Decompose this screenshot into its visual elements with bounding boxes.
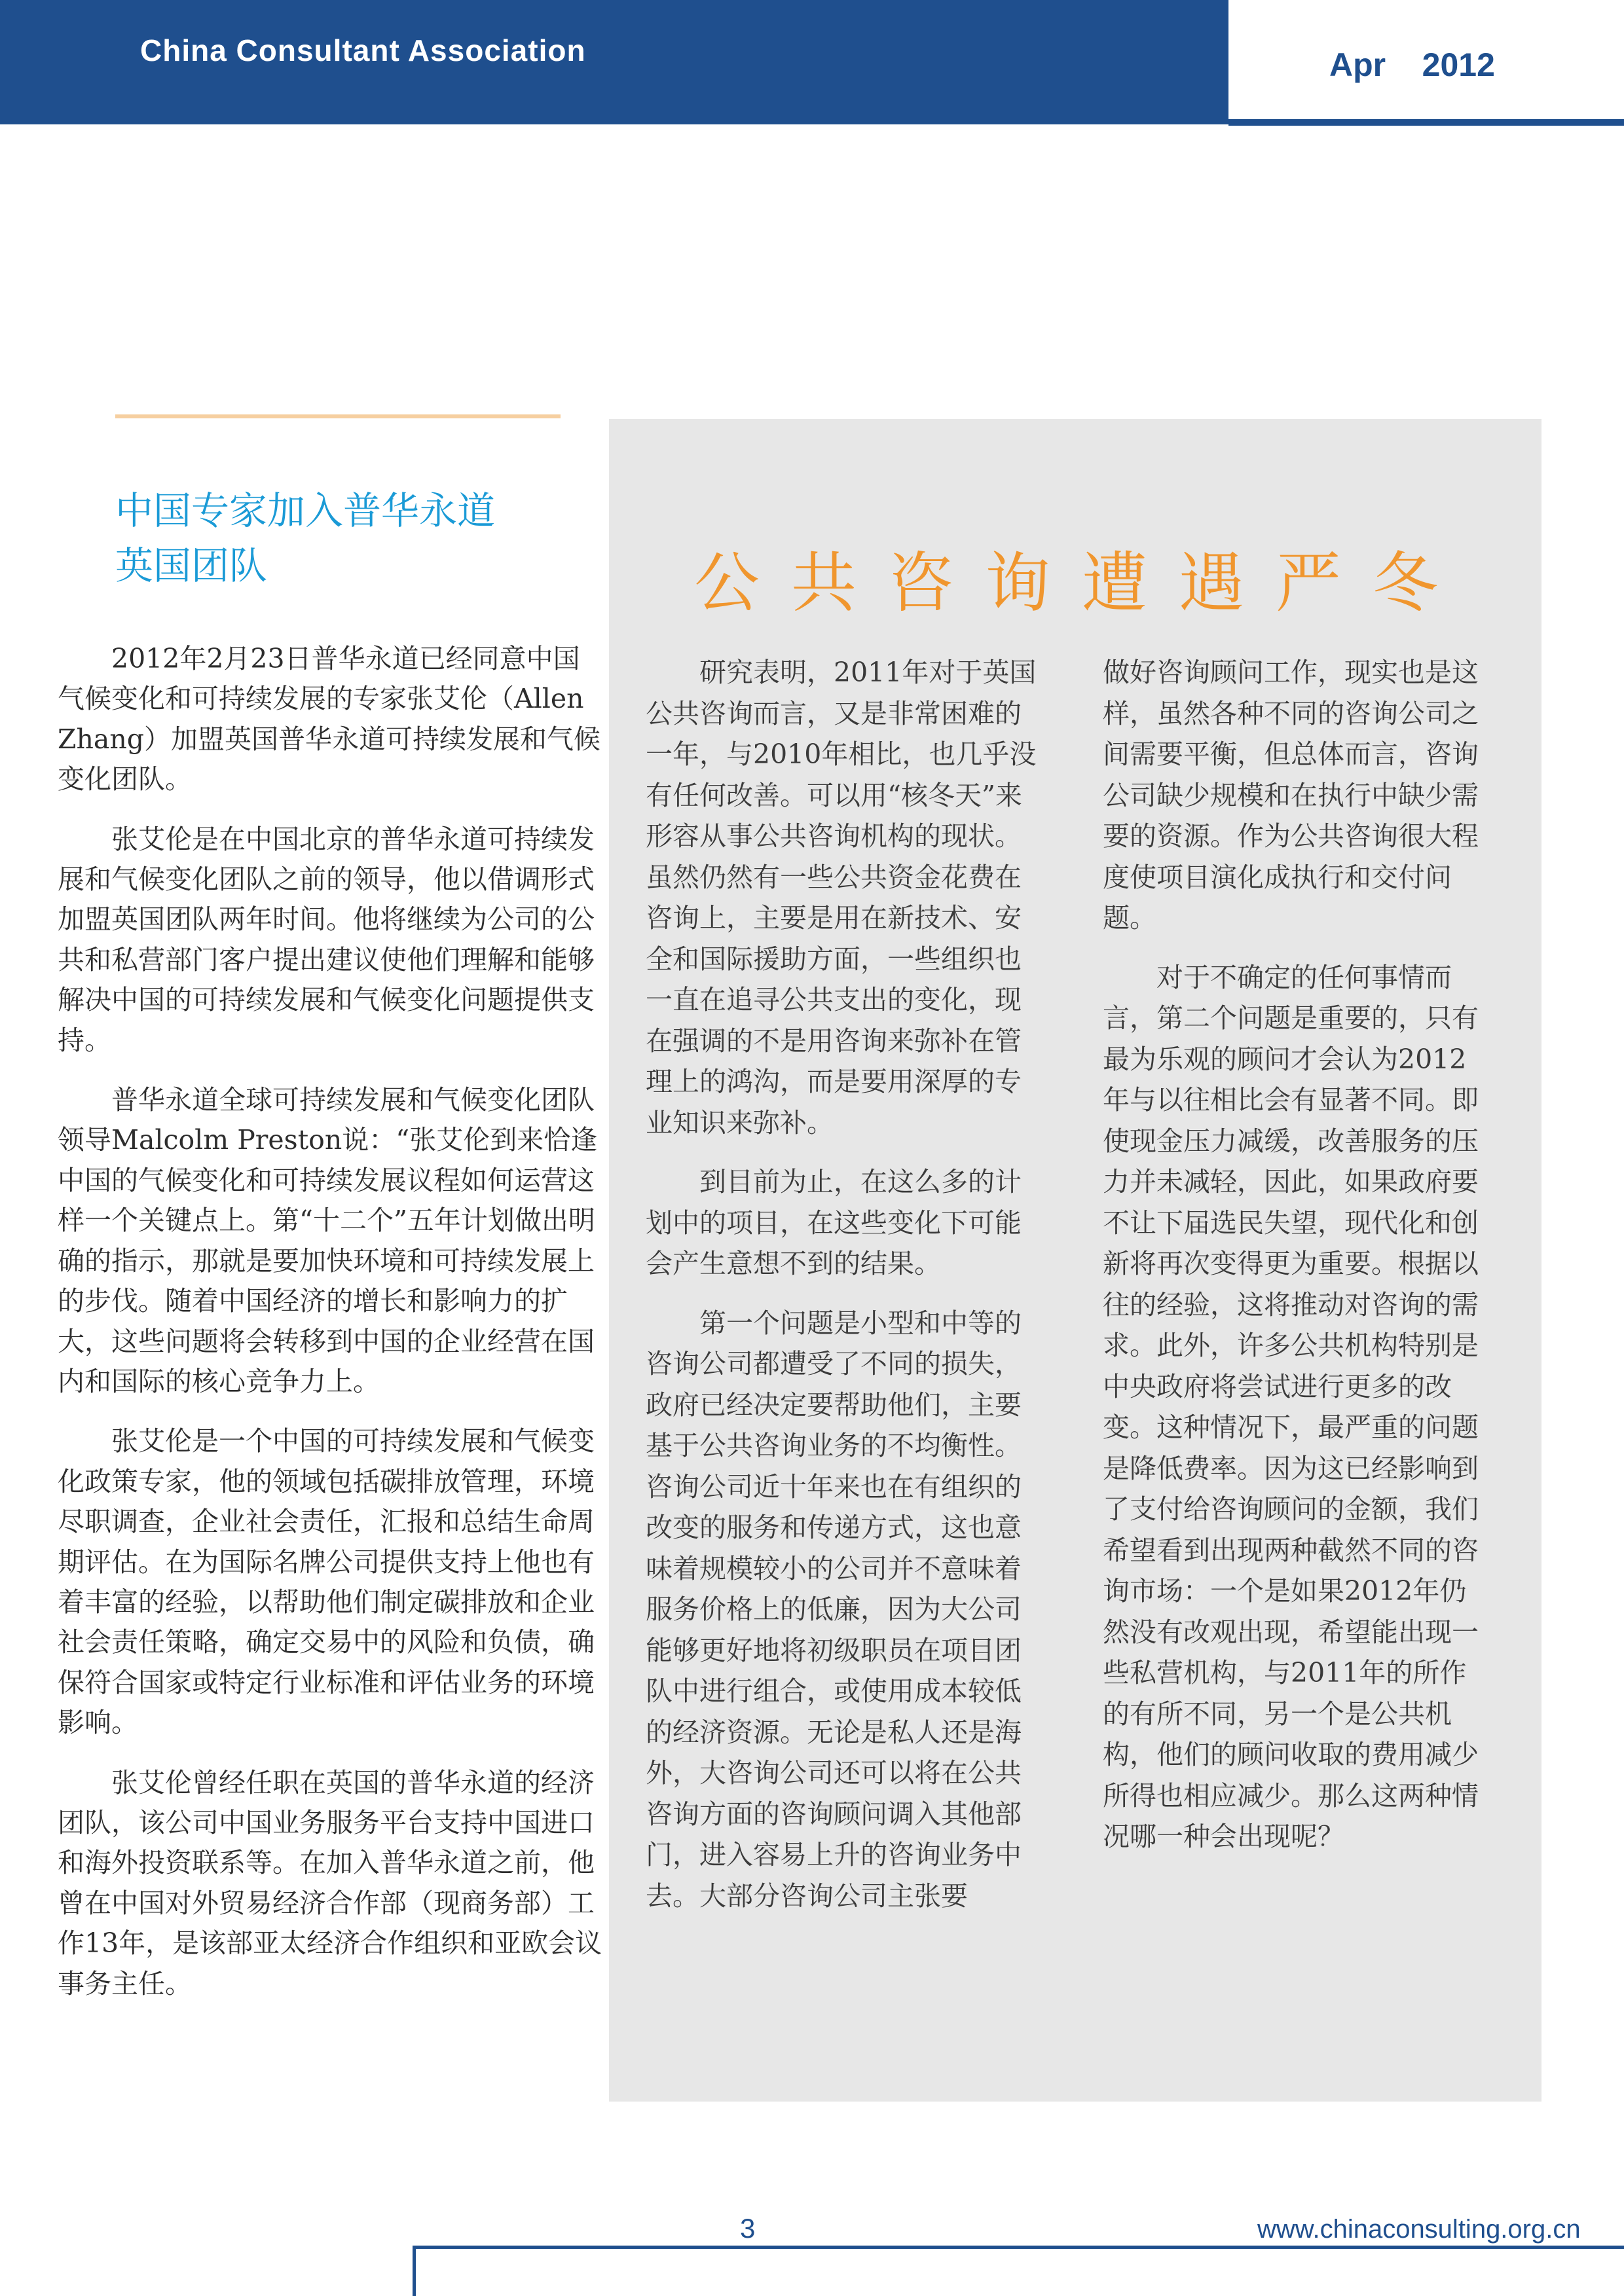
organization-name: China Consultant Association xyxy=(140,33,586,67)
issue-date: Apr 2012 xyxy=(1329,46,1495,83)
left-article-body xyxy=(58,639,602,2024)
left-article-title-line-2: 英国团队 xyxy=(115,543,268,588)
left-article-title-line-1: 中国专家加入普华永道 xyxy=(115,488,496,533)
paragraph: 到目前为止，在这么多的计划中的项目，在这些变化下可能会产生意想不到的结果。 xyxy=(646,1166,1022,1279)
paragraph: 研究表明，2011年对于英国公共咨询而言，又是非常困难的一年，与2010年相比，也几乎没有任何改善。可以用“核冬天”来形容从事公共咨询机构的现状。虽然仍然有一些公共资金花费在咨询上，主要是用在新技术、安全和国际援助方面，一些组织也一直在追寻公共支出的变化，现在强调的不是用咨询来弥补在管理上的鸿沟，而是要用深厚的专业知识来弥补。 xyxy=(646,657,1037,1139)
paragraph: 做好咨询顾问工作，现实也是这样，虽然各种不同的咨询公司之间需要平衡，但总体而言，咨询公司缺少规模和在执行中缺少需要的资源。作为公共咨询很大程度使项目演化成执行和交付问题。 xyxy=(1103,657,1479,934)
section-divider xyxy=(115,414,561,418)
paragraph: 张艾伦是在中国北京的普华永道可持续发展和气候变化团队之前的领导，他以借调形式加盟英国团队两年时间。他将继续为公司的公共和私营部门客户提出建议使他们理解和能够解决中国的可持续发展和气候变化问题提供支持。 xyxy=(58,823,595,1056)
page-number: 3 xyxy=(740,2213,756,2244)
header-divider xyxy=(1228,119,1624,126)
paragraph: 对于不确定的任何事情而言，第二个问题是重要的，只有最为乐观的顾问才会认为2012年与以往相比会有显著不同。即使现金压力减缓，改善服务的压力并未减轻，因此，如果政府要不让下届选民失望，现代化和创新将再次变得更为重要。根据以往的经验，这将推动对咨询的需求。此外，许多公共机构特别是中央政府将尝试进行更多的改变。这种情况下，最严重的问题是降低费率。因为这已经影响到了支付给咨询顾问的金额，我们希望看到出现两种截然不同的咨询市场：一个是如果2012年仍然没有改观出现，希望能出现一些私营机构，与2011年的所作的有所不同，另一个是公共机构，他们的顾问收取的费用减少所得也相应减少。那么这两种情况哪一种会出现呢？ xyxy=(1103,961,1479,1852)
feature-column-2 xyxy=(1103,652,1479,1876)
footer-box xyxy=(413,2246,1624,2296)
feature-title: 公共咨询遭遇严冬 xyxy=(694,545,1469,621)
footer-line xyxy=(413,2246,1624,2249)
paragraph: 普华永道全球可持续发展和气候变化团队领导Malcolm Preston说：“张艾伦到来恰逢中国的气候变化和可持续发展议程如何运营这样一个关键点上。第“十二个”五年计划做出明确的指示，那就是要加快环境和可持续发展上的步伐。随着中国经济的增长和影响力的扩大，这些问题将会转移到中国的企业经营在国内和国际的核心竞争力上。 xyxy=(58,1084,598,1397)
paragraph: 第一个问题是小型和中等的咨询公司都遭受了不同的损失，政府已经决定要帮助他们，主要基于公共咨询业务的不均衡性。咨询公司近十年来也在有组织的改变的服务和传递方式，这也意味着规模较小的公司并不意味着服务价格上的低廉，因为大公司能够更好地将初级职员在项目团队中进行组合，或使用成本较低的经济资源。无论是私人还是海外，大咨询公司还可以将在公共咨询方面的咨询顾问调入其他部门，进入容易上升的咨询业务中去。大部分咨询公司主张要 xyxy=(646,1307,1022,1912)
paragraph: 2012年2月23日普华永道已经同意中国气候变化和可持续发展的专家张艾伦（Allen Zhang）加盟英国普华永道可持续发展和气候变化团队。 xyxy=(58,643,600,795)
paragraph: 张艾伦曾经任职在英国的普华永道的经济团队，该公司中国业务服务平台支持中国进口和海外投资联系等。在加入普华永道之前，他曾在中国对外贸易经济合作部（现商务部）工作13年，是该部亚太经济合作组织和亚欧会议事务主任。 xyxy=(58,1766,602,1999)
left-article-title xyxy=(115,483,574,593)
website-link[interactable]: www.chinaconsulting.org.cn xyxy=(1257,2215,1581,2244)
paragraph: 张艾伦是一个中国的可持续发展和气候变化政策专家，他的领域包括碳排放管理，环境尽职调查，企业社会责任，汇报和总结生命周期评估。在为国际名牌公司提供支持上他也有着丰富的经验，以帮助他们制定碳排放和企业社会责任策略，确定交易中的风险和负债，确保符合国家或特定行业标准和评估业务的环境影响。 xyxy=(58,1425,595,1739)
feature-column-1 xyxy=(646,652,1039,1935)
